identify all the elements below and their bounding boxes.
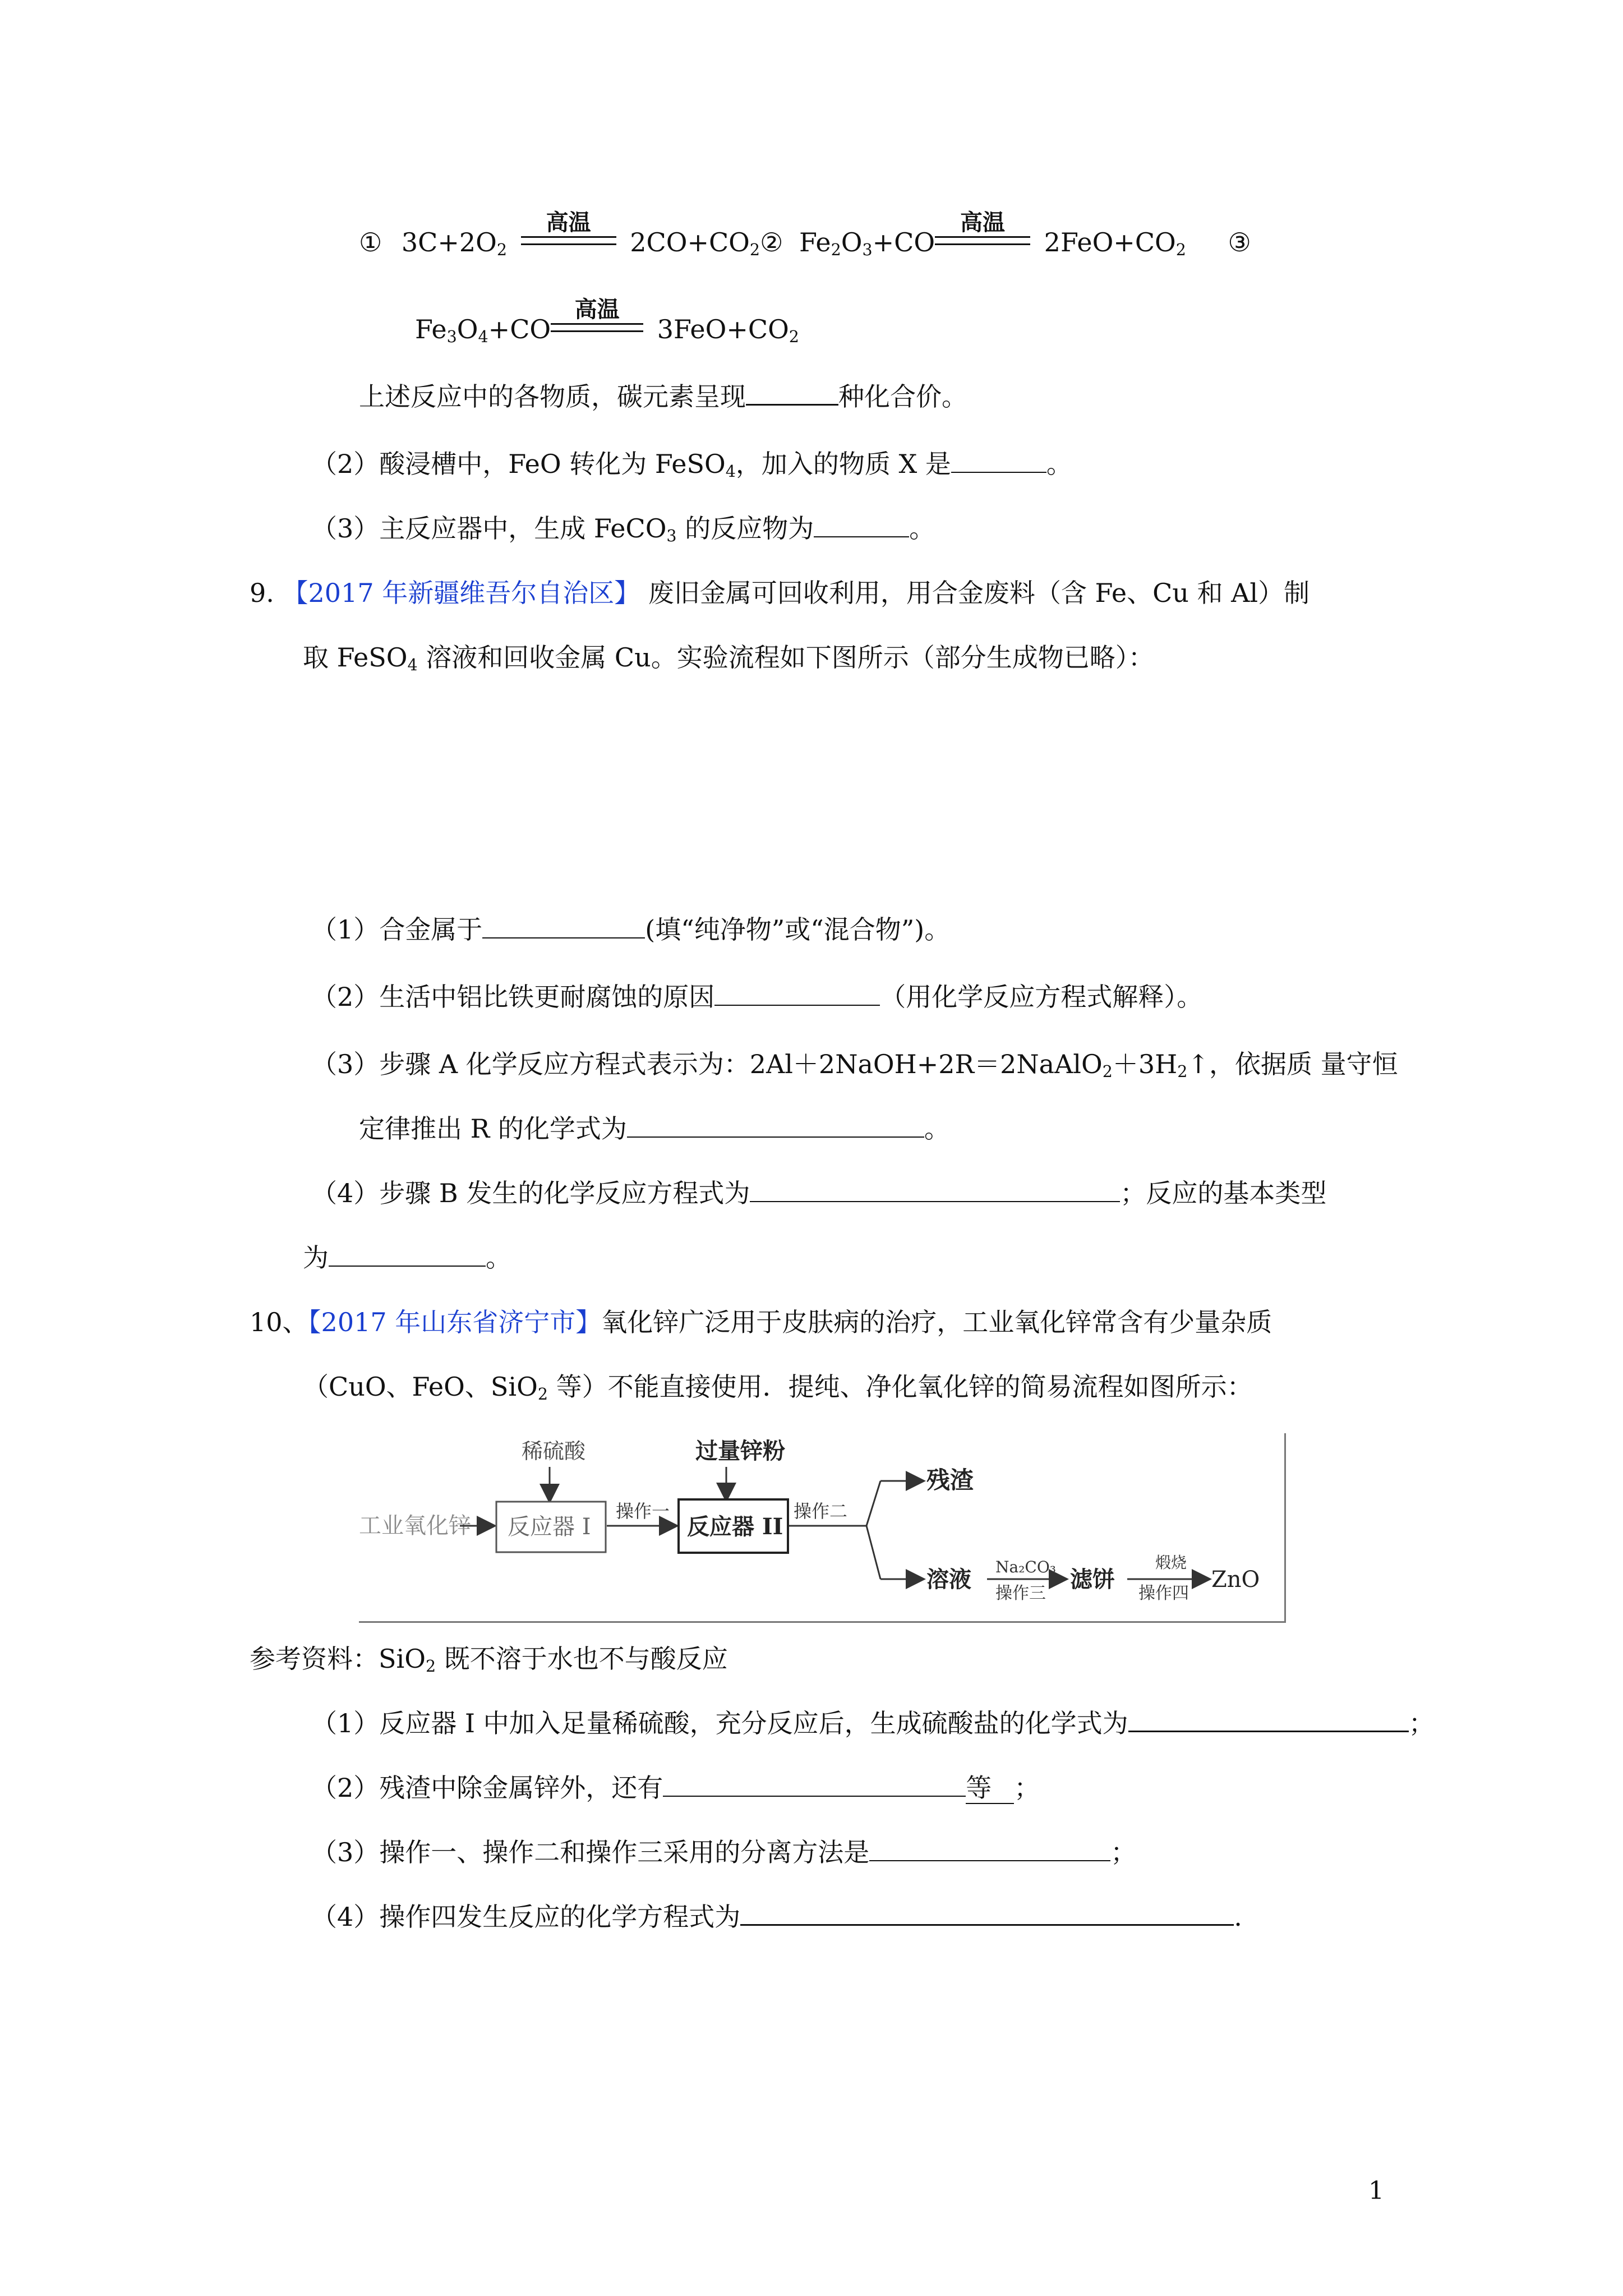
branch-up (866, 1481, 880, 1526)
problem-10-q4: （4）操作四发生反应的化学方程式为 . (311, 1902, 1242, 1932)
answer-blank[interactable] (814, 536, 909, 537)
problem-number: 9. (250, 578, 274, 608)
eq3-condition: 高温 (574, 296, 620, 323)
eq1-products: $2CO+CO_2$ (630, 227, 760, 260)
problem-9-q4: （4）步骤 B 发生的化学反应方程式为 ；反应的基本类型 (311, 1178, 1327, 1208)
eq1-reactants: $3C+2O_2$ (401, 227, 508, 260)
problem-9-stem-line-2: 取 FeSO$_4$ 溶液和回收金属 Cu。实验流程如下图所示（部分生成物已略）： (303, 642, 1154, 675)
problem-9-q2: （2）生活中铝比铁更耐腐蚀的原因 （用化学反应方程式解释）。 (311, 982, 1203, 1012)
na2co3-label: Na₂CO₃ (995, 1558, 1057, 1576)
equation-line-1 (359, 209, 1251, 266)
eq2-reactants: $Fe_2O_3+CO$ (799, 227, 935, 260)
circled-number-1: ① (359, 227, 382, 257)
eq3-condition-sign (551, 296, 643, 353)
problem-source: 【2017 年山东省济宁市】 (308, 1307, 602, 1337)
cake-label: 滤饼 (1070, 1566, 1115, 1593)
solution-label: 溶液 (926, 1566, 971, 1593)
problem-number: 10、 (250, 1307, 308, 1337)
question-3: （3）主反应器中，生成 FeCO$_3$ 的反应物为 。 (311, 513, 935, 546)
eq1-condition: 高温 (546, 209, 591, 236)
op3-label: 操作三 (995, 1584, 1046, 1603)
eq3-reactants: $Fe_3O_4+CO$ (415, 314, 551, 347)
op2-label: 操作二 (794, 1501, 848, 1522)
answer-blank[interactable] (740, 1924, 1234, 1926)
answer-blank[interactable] (714, 1005, 880, 1006)
reactor-2-label: 反应器 II (687, 1513, 783, 1540)
reference-note: 参考资料：SiO$_2$ 既不溶于水也不与酸反应 (250, 1644, 728, 1676)
flowchart-svg (359, 1433, 1284, 1621)
zinc-label: 过量锌粉 (695, 1438, 785, 1464)
page-number: 1 (1368, 2177, 1384, 2205)
problem-10-stem-line-2: （CuO、FeO、SiO$_2$ 等）不能直接使用．提纯、净化氧化锌的简易流程如图所示： (303, 1372, 1253, 1404)
answer-blank[interactable] (1128, 1731, 1409, 1732)
answer-blank[interactable] (746, 404, 838, 406)
problem-9-q1: （1）合金属于 (填“纯净物”或“混合物”)。 (311, 914, 951, 945)
question-2: （2）酸浸槽中，FeO 转化为 FeSO$_4$，加入的物质 X 是 。 (311, 449, 1072, 481)
problem-10-q3: （3）操作一、操作二和操作三采用的分离方法是 ； (311, 1837, 1137, 1867)
eq2-products: $2FeO+CO_2$ (1044, 227, 1186, 260)
problem-10-q1: （1）反应器 I 中加入足量稀硫酸，充分反应后，生成硫酸盐的化学式为 ； (311, 1708, 1435, 1738)
branch-down (866, 1526, 880, 1579)
problem-9-q3: （3）步骤 A 化学反应方程式表示为：$2Al+2NaOH+2R=2NaAlO_2+3H_2↑$，依据质 量守恒 (311, 1049, 1398, 1082)
reactor-1-label: 反应器 I (508, 1514, 591, 1540)
problem-9-stem-line-1: 9. 【2017 年新疆维吾尔自治区】 废旧金属可回收利用，用合金废料（含 Fe、Cu 和 Al）制 (250, 578, 1310, 608)
problem-10-stem-line-1: 10、【2017 年山东省济宁市】氧化锌广泛用于皮肤病的治疗，工业氧化锌常含有少量杂质 (250, 1307, 1272, 1337)
answer-blank[interactable] (663, 1796, 966, 1797)
residue-label: 残渣 (926, 1466, 974, 1494)
op4-label: 操作四 (1138, 1584, 1189, 1603)
eq2-condition-sign (935, 209, 1030, 266)
eq1-condition-sign (521, 209, 616, 266)
purification-flowchart (359, 1433, 1286, 1623)
circled-number-3: ③ (1228, 227, 1251, 257)
calcine-label: 煅烧 (1155, 1553, 1187, 1572)
equation-line-2 (415, 296, 799, 353)
eq3-products: $3FeO+CO_2$ (657, 314, 799, 347)
circled-number-2: ② (760, 227, 783, 257)
answer-blank[interactable] (869, 1860, 1110, 1861)
answer-blank[interactable] (627, 1137, 924, 1138)
op1-label: 操作一 (616, 1501, 670, 1522)
answer-blank[interactable] (951, 472, 1046, 473)
carbon-valence-question: 上述反应中的各物质，碳元素呈现 种化合价。 (359, 381, 967, 412)
eq2-condition: 高温 (960, 209, 1006, 236)
problem-source: 【2017 年新疆维吾尔自治区】 (282, 578, 640, 608)
answer-blank[interactable] (750, 1201, 1120, 1202)
input-label: 工业氧化锌 (359, 1513, 471, 1539)
answer-blank[interactable] (329, 1266, 486, 1267)
problem-9-q3-cont: 定律推出 R 的化学式为 。 (359, 1114, 950, 1144)
problem-9-q4-cont: 为 。 (303, 1243, 511, 1273)
acid-label: 稀硫酸 (522, 1439, 586, 1464)
problem-10-q2: （2）残渣中除金属锌外，还有 等 ； (311, 1773, 1040, 1803)
answer-blank[interactable] (482, 937, 645, 938)
product-label: ZnO (1211, 1567, 1260, 1593)
